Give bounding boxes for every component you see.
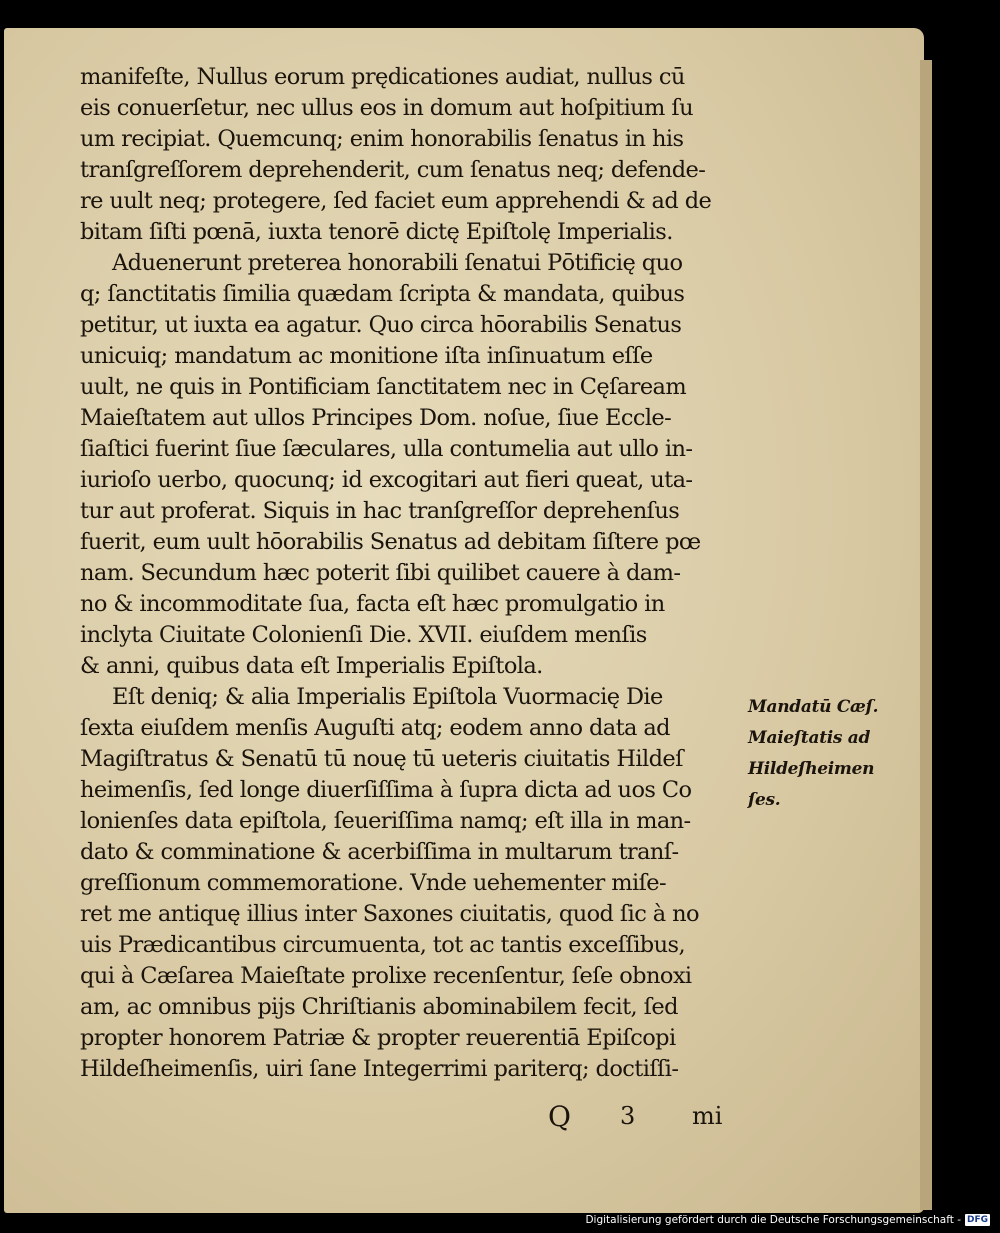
text-line: fuerit, eum uult hōorabilis Senatus ad debitam ſiſtere pœ [80, 529, 701, 555]
text-line: uult, ne quis in Pontificiam ſanctitatem nec in Cęſaream [80, 374, 687, 400]
footer-text: Digitalisierung gefördert durch die Deutsche Forschungsgemeinschaft - [585, 1214, 961, 1226]
text-line: iurioſo uerbo, quocunq; id excogitari aut fieri queat, uta- [80, 467, 693, 493]
text-line: eis conuerſetur, nec ullus eos in domum aut hoſpitium ſu [80, 95, 693, 121]
text-line: ſiaſtici fuerint ſiue ſæculares, ulla contumelia aut ullo in- [80, 436, 693, 462]
signature-mark: Q [548, 1100, 571, 1133]
text-line: dato & comminatione & acerbiſſima in multarum tranſ- [80, 839, 679, 865]
text-line: petitur, ut iuxta ea agatur. Quo circa hōorabilis Senatus [80, 312, 682, 338]
signature-number: 3 [620, 1102, 636, 1130]
text-line: tur aut proferat. Siquis in hac tranſgreſſor deprehenſus [80, 498, 680, 524]
text-line: uis Prædicantibus circumuenta, tot ac tantis exceſſibus, [80, 932, 686, 958]
margin-note [748, 692, 908, 816]
margin-note-line: Hildeſheimen [748, 759, 875, 779]
page-signature-line [80, 1100, 760, 1140]
margin-note-line: Mandatū Cæſ. [748, 697, 879, 717]
text-line: Aduenerunt preterea honorabili ſenatui Pōtificię quo [112, 250, 683, 276]
text-line: q; ſanctitatis ſimilia quædam ſcripta & mandata, quibus [80, 281, 685, 307]
text-line: inclyta Ciuitate Colonienſi Die. XVII. eiuſdem menſis [80, 622, 647, 648]
text-line: Eſt deniq; & alia Imperialis Epiſtola Vuormacię Die [112, 684, 663, 710]
page-edge [920, 60, 932, 1210]
text-line: qui à Cæſarea Maieſtate prolixe recenſentur, ſeſe obnoxi [80, 963, 692, 989]
text-line: nam. Secundum hæc poterit ſibi quilibet cauere à dam- [80, 560, 681, 586]
catchword: mi [692, 1102, 723, 1130]
text-line: propter honorem Patriæ & propter reuerentiā Epiſcopi [80, 1025, 676, 1051]
dfg-logo: DFG [966, 1215, 988, 1225]
text-line: re uult neq; protegere, ſed faciet eum apprehendi & ad de [80, 188, 712, 214]
text-line: Hildeſheimenſis, uiri ſane Integerrimi pariterq; doctiſſi- [80, 1056, 679, 1082]
text-line: no & incommoditate ſua, facta eſt hæc promulgatio in [80, 591, 665, 617]
text-line: um recipiat. Quemcunq; enim honorabilis ſenatus in his [80, 126, 684, 152]
body-text [80, 62, 760, 1085]
margin-note-line: Maieſtatis ad [748, 728, 871, 748]
margin-note-line: ſes. [748, 790, 781, 810]
text-line: ſexta eiuſdem menſis Auguſti atq; eodem anno data ad [80, 715, 670, 741]
text-line: ret me antiquę illius inter Saxones ciuitatis, quod ſic à no [80, 901, 699, 927]
text-line: Magiſtratus & Senatū tū nouę tū ueteris ciuitatis Hildeſ [80, 746, 683, 772]
text-line: tranſgreſſorem deprehenderit, cum ſenatus neq; defende- [80, 157, 706, 183]
text-line: unicuiq; mandatum ac monitione iſta inſinuatum eſſe [80, 343, 653, 369]
footer [585, 1211, 990, 1229]
text-line: am, ac omnibus pijs Chriſtianis abominabilem fecit, ſed [80, 994, 678, 1020]
text-line: greſſionum commemoratione. Vnde uehementer miſe- [80, 870, 667, 896]
text-line: lonienſes data epiſtola, ſeueriſſima namq; eſt illa in man- [80, 808, 691, 834]
text-line: heimenſis, ſed longe diuerſiſſima à ſupra dicta ad uos Co [80, 777, 692, 803]
text-line: manifeſte, Nullus eorum prędicationes audiat, nullus cū [80, 64, 685, 90]
text-line: & anni, quibus data eſt Imperialis Epiſtola. [80, 653, 543, 679]
text-line: Maieſtatem aut ullos Principes Dom. noſue, ſiue Eccle- [80, 405, 672, 431]
text-line: bitam ſiſti pœnā, iuxta tenorē dictę Epiſtolę Imperialis. [80, 219, 673, 245]
